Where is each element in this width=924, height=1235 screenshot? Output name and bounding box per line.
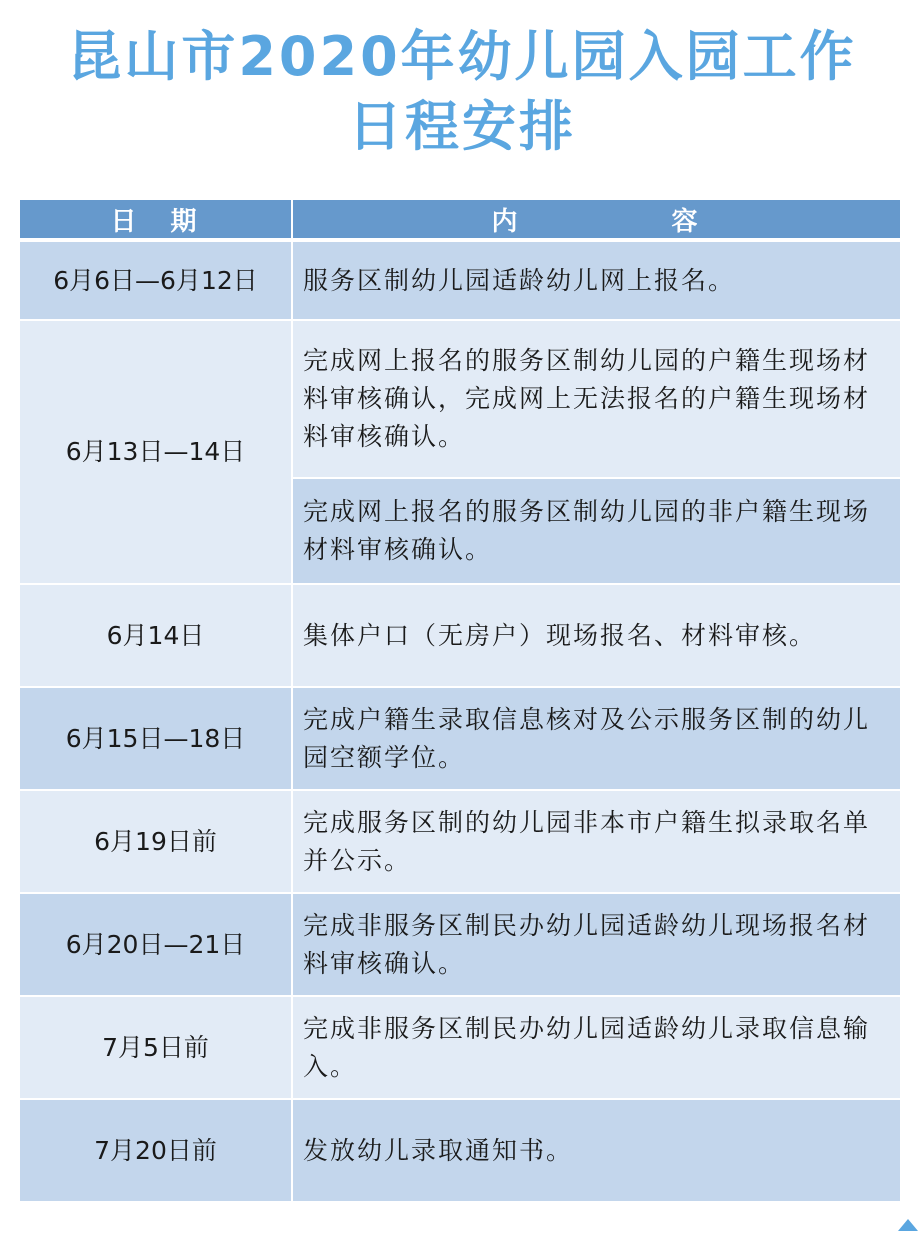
table-row bbox=[20, 893, 900, 996]
schedule-table bbox=[20, 200, 900, 1203]
page-title-line-1: 昆山市2020年幼儿园入园工作 bbox=[67, 25, 857, 88]
column-header-date: 日 期 bbox=[20, 200, 292, 240]
table-header-row bbox=[20, 200, 900, 240]
row-content: 发放幼儿录取通知书。 bbox=[292, 1099, 900, 1202]
row-content: 完成户籍生录取信息核对及公示服务区制的幼儿园空额学位。 bbox=[292, 687, 900, 790]
row-date: 6月13日—14日 bbox=[20, 320, 292, 584]
row-content: 服务区制幼儿园适龄幼儿网上报名。 bbox=[292, 240, 900, 320]
row-date: 6月6日—6月12日 bbox=[20, 240, 292, 320]
table-row bbox=[20, 687, 900, 790]
column-header-content: 内 容 bbox=[292, 200, 900, 240]
row-content: 完成非服务区制民办幼儿园适龄幼儿录取信息输入。 bbox=[292, 996, 900, 1099]
page-title-line-2: 日程安排 bbox=[348, 95, 576, 158]
row-date: 6月15日—18日 bbox=[20, 687, 292, 790]
table-row bbox=[20, 1099, 900, 1202]
table-row bbox=[20, 996, 900, 1099]
table-row bbox=[20, 320, 900, 478]
row-content-secondary: 完成网上报名的服务区制幼儿园的非户籍生现场材料审核确认。 bbox=[292, 478, 900, 584]
table-row bbox=[20, 240, 900, 320]
row-date: 6月14日 bbox=[20, 584, 292, 687]
table-row bbox=[20, 790, 900, 893]
row-content: 完成网上报名的服务区制幼儿园的户籍生现场材料审核确认，完成网上无法报名的户籍生现场材料审核确认。 bbox=[292, 320, 900, 478]
row-content: 完成服务区制的幼儿园非本市户籍生拟录取名单并公示。 bbox=[292, 790, 900, 893]
page-title bbox=[0, 22, 924, 162]
row-date: 6月20日—21日 bbox=[20, 893, 292, 996]
table-row bbox=[20, 584, 900, 687]
row-content: 完成非服务区制民办幼儿园适龄幼儿现场报名材料审核确认。 bbox=[292, 893, 900, 996]
row-date: 7月5日前 bbox=[20, 996, 292, 1099]
scroll-top-arrow-icon[interactable] bbox=[898, 1219, 918, 1231]
row-date: 6月19日前 bbox=[20, 790, 292, 893]
row-date: 7月20日前 bbox=[20, 1099, 292, 1202]
row-content: 集体户口（无房户）现场报名、材料审核。 bbox=[292, 584, 900, 687]
